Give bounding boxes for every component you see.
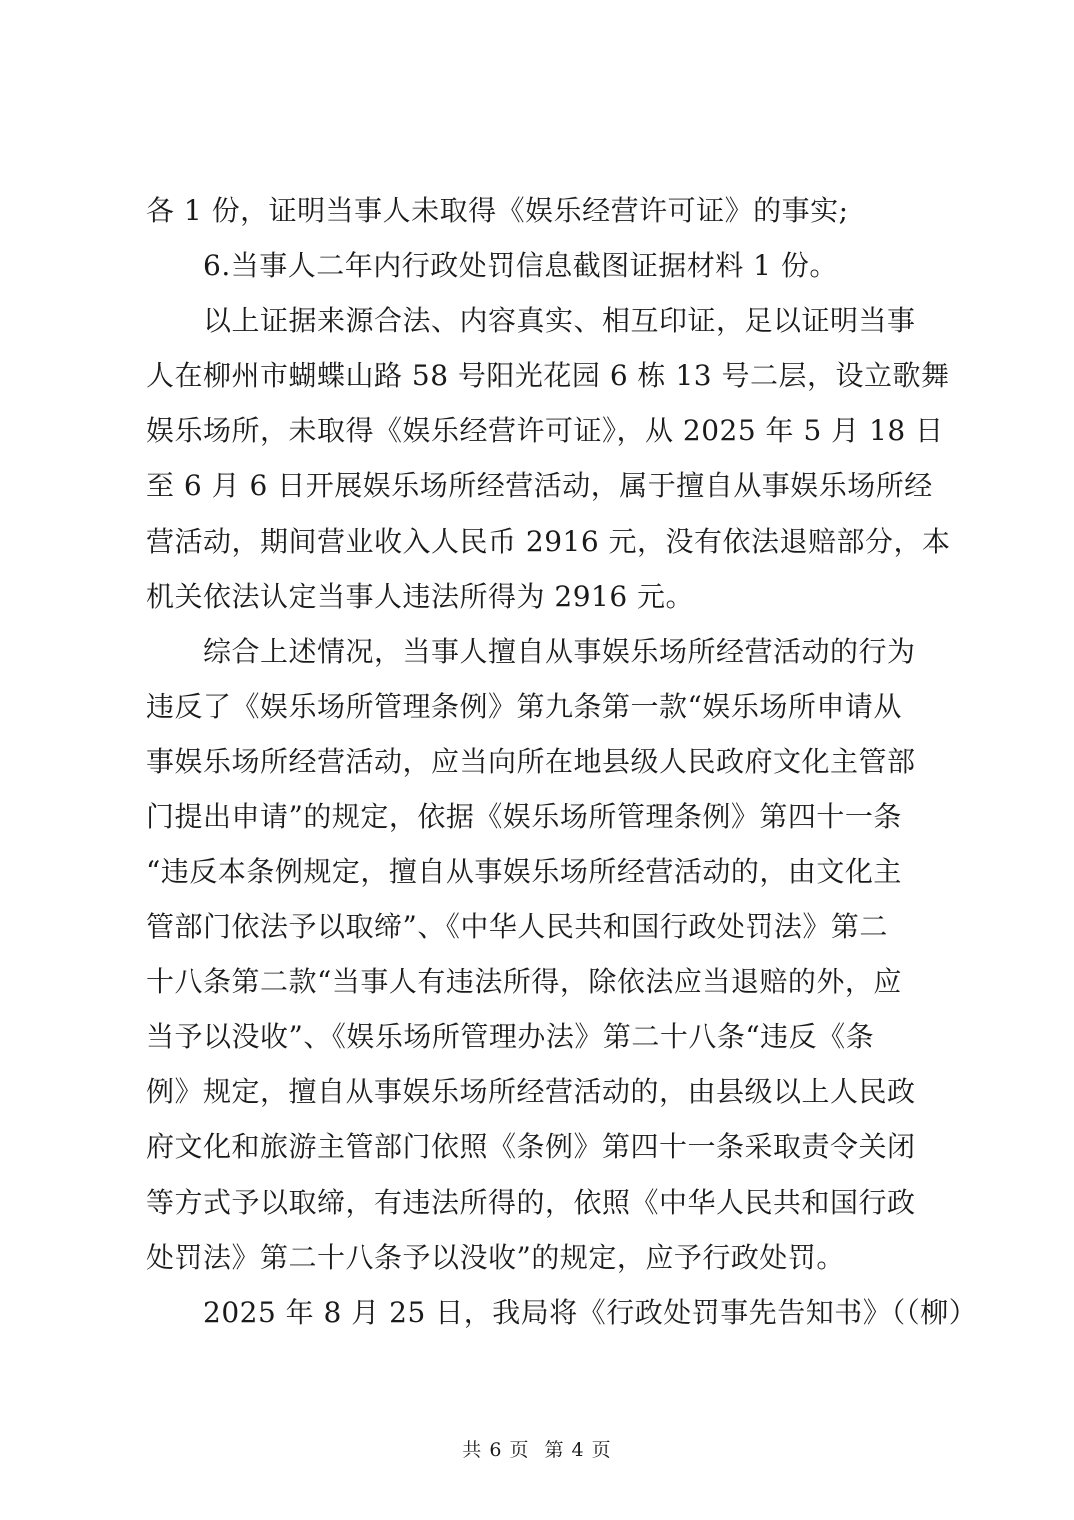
- body-line: 例》规定，擅自从事娱乐场所经营活动的，由县级以上人民政: [146, 1075, 916, 1108]
- body-line: 营活动，期间营业收入人民币 2916 元，没有依法退赔部分，本: [146, 525, 951, 558]
- body-line: 事娱乐场所经营活动，应当向所在地县级人民政府文化主管部: [146, 745, 916, 778]
- body-line: 管部门依法予以取缔”、《中华人民共和国行政处罚法》第二: [146, 910, 888, 943]
- total-pages: 共 6 页: [462, 1439, 530, 1461]
- body-line: 十八条第二款“当事人有违法所得，除依法应当退赔的外，应: [146, 965, 902, 998]
- page-footer: [0, 1436, 1074, 1464]
- body-line: “违反本条例规定，擅自从事娱乐场所经营活动的，由文化主: [146, 855, 902, 888]
- body-line: 当予以没收”、《娱乐场所管理办法》第二十八条“违反《条: [146, 1020, 875, 1053]
- body-line: 门提出申请”的规定，依据《娱乐场所管理条例》第四十一条: [146, 800, 902, 833]
- body-line: 人在柳州市蝴蝶山路 58 号阳光花园 6 栋 13 号二层，设立歌舞: [146, 359, 950, 392]
- body-line: 6.当事人二年内行政处罚信息截图证据材料 1 份。: [146, 249, 838, 282]
- body-line: 机关依法认定当事人违法所得为 2916 元。: [146, 580, 695, 613]
- body-line: 2025 年 8 月 25 日，我局将《行政处罚事先告知书》（（柳）: [146, 1296, 978, 1329]
- body-line: 违反了《娱乐场所管理条例》第九条第一款“娱乐场所申请从: [146, 690, 902, 723]
- body-line: 各 1 份，证明当事人未取得《娱乐经营许可证》的事实;: [146, 194, 849, 227]
- body-line: 综合上述情况，当事人擅自从事娱乐场所经营活动的行为: [146, 635, 916, 668]
- body-line: 府文化和旅游主管部门依照《条例》第四十一条采取责令关闭: [146, 1130, 916, 1163]
- body-line: 处罚法》第二十八条予以没收”的规定，应予行政处罚。: [146, 1241, 845, 1274]
- current-page: 第 4 页: [544, 1439, 612, 1461]
- body-line: 娱乐场所，未取得《娱乐经营许可证》，从 2025 年 5 月 18 日: [146, 414, 944, 447]
- body-line: 至 6 月 6 日开展娱乐场所经营活动，属于擅自从事娱乐场所经: [146, 469, 933, 502]
- body-line: 等方式予以取缔，有违法所得的，依照《中华人民共和国行政: [146, 1186, 916, 1219]
- body-line: 以上证据来源合法、内容真实、相互印证，足以证明当事: [146, 304, 916, 337]
